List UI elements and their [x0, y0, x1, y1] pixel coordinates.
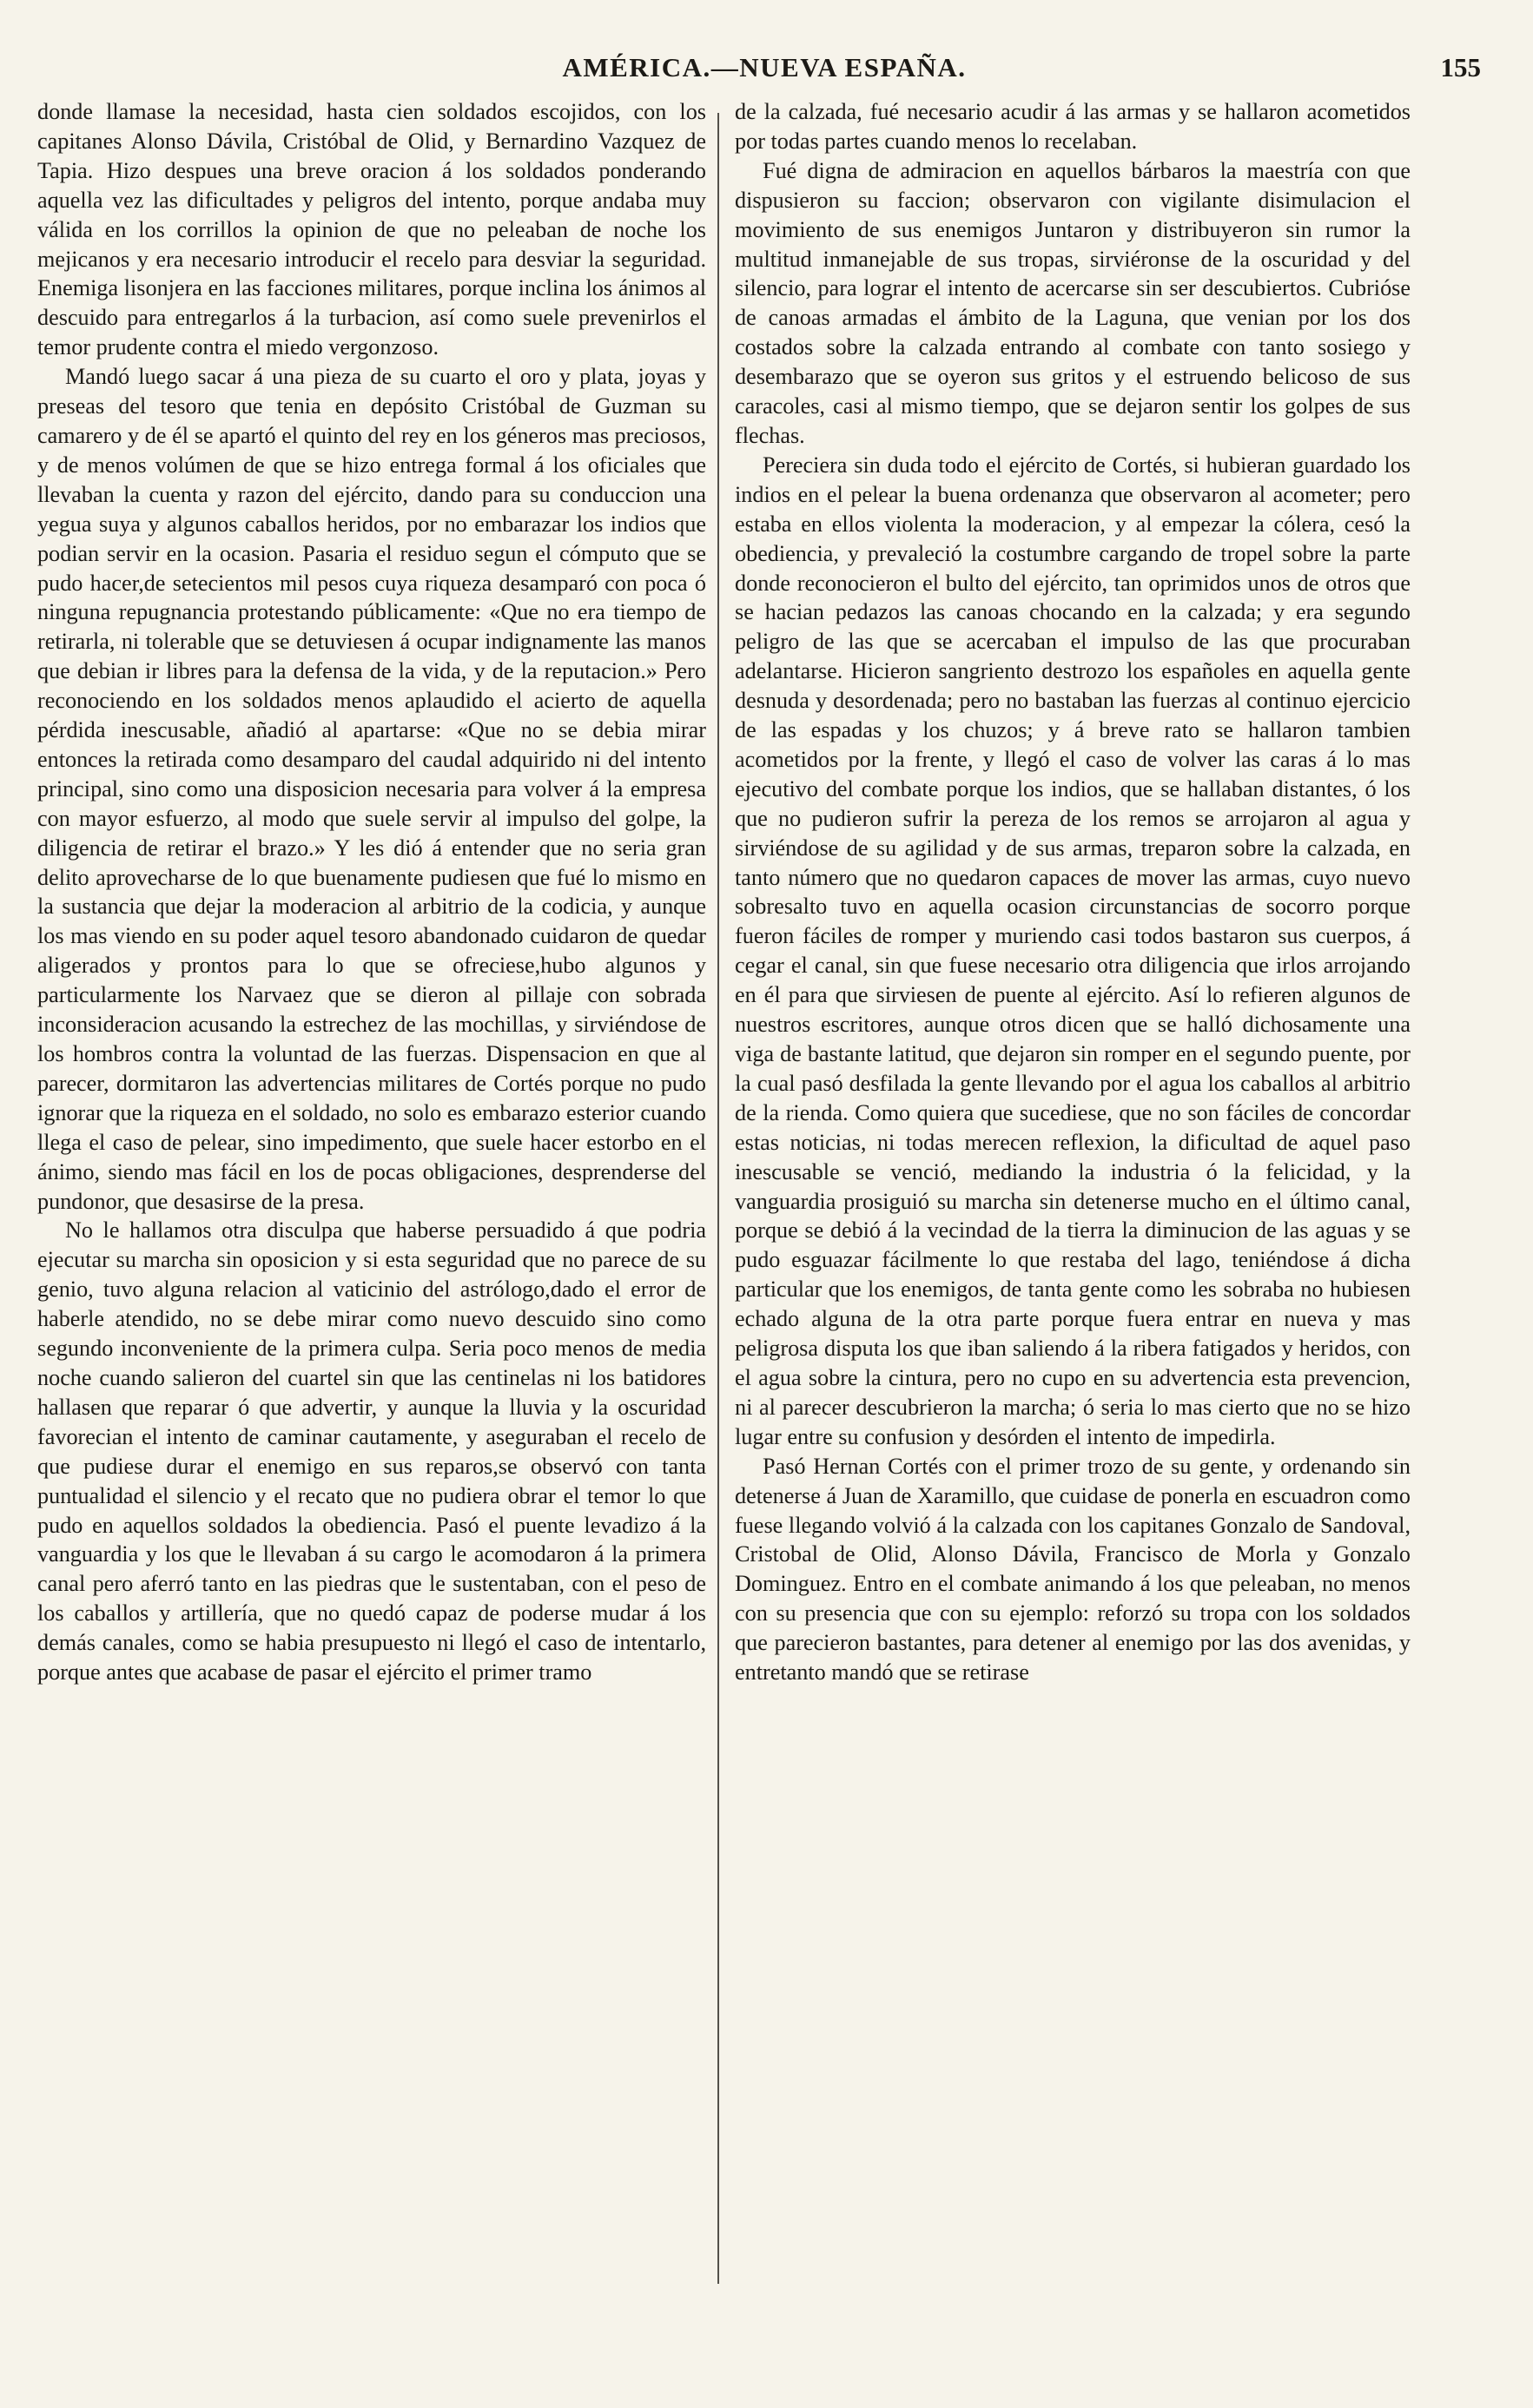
- left-column: [37, 97, 706, 2294]
- paragraph: Pasó Hernan Cortés con el primer trozo de su gente, y ordenando sin detenerse á Juan de Xaramillo, que cuidase de ponerla en escuadron como fuese llegando volvió á la calzada con los capitanes Gonzalo de Sandoval, Cristobal de Olid, Alonso Dávila, Francisco de Morla y Gonzalo Dominguez. Entro en el combate animando á los que peleaban, no menos con su presencia que con su ejemplo: reforzó su tropa con los soldados que parecieron bastantes, para detener al enemigo por las dos avenidas, y entretanto mandó que se retirase: [735, 1453, 1411, 1686]
- page-number: 155: [1440, 52, 1481, 82]
- running-title: AMÉRICA.—NUEVA ESPAÑA.: [562, 52, 967, 82]
- paragraph: Mandó luego sacar á una pieza de su cuarto el oro y plata, joyas y preseas del tesoro que tenia en depósito Cristóbal de Guzman su camarero y de él se apartó el quinto del rey en los géneros mas preciosos, y de menos volúmen de que se hizo entrega formal á los oficiales que llevaban la cuenta y razon del ejército, dando para su conduccion una yegua suya y algunos caballos heridos, por no embarazar los indios que podian servir en la ocasion. Pasaria el residuo segun el cómputo que se pudo hacer,de setecientos mil pesos cuya riqueza desamparó con poca ó ninguna repugnancia protestando públicamente: «Que no era tiempo de retirarla, ni tolerable que se detuviesen á ocupar indignamente las manos que debian ir libres para la defensa de la vida, y de la reputacion.» Pero reconociendo en los soldados menos aplaudido el acierto de aquella pérdida inescusable, añadió al apartarse: «Que no se debia mirar entonces la retirada como desamparo del caudal adquirido ni del intento principal, sino como una disposicion necesaria para volver á la empresa con mayor esfuerzo, al modo que suele servir al impulso del golpe, la diligencia de retirar el brazo.» Y les dió á entender que no seria gran delito aprovecharse de lo que buenamente pudiesen que fué lo mismo en la sustancia que dejar la moderacion al arbitrio de la codicia, y aunque los mas viendo en su poder aquel tesoro abandonado cuidaron de quedar aligerados y prontos para lo que se ofreciese,hubo algunos y particularmente los Narvaez que se dieron al pillaje con sobrada inconsideracion acusando la estrechez de las mochillas, y sirviéndose de los hombros contra la voluntad de las fuerzas. Dispensacion en que al parecer, dormitaron las advertencias militares de Cortés porque no pudo ignorar que la riqueza en el soldado, no solo es embarazo esterior cuando llega el caso de pelear, sino impedimento, que suele hacer estorbo en el ánimo, siendo mas fácil en los de pocas obligaciones, desprenderse del pundonor, que desasirse de la presa.: [37, 364, 706, 1214]
- paragraph: Pereciera sin duda todo el ejército de Cortés, si hubieran guardado los indios en el pelear la buena ordenanza que observaron al acometer; pero estaba en ellos violenta la moderacion, y al empezar la cólera, cesó la obediencia, y prevaleció la costumbre cargando de tropel sobre la parte donde reconocieron el bulto del ejército, tan oprimidos unos de otros que se hacian pedazos las canoas chocando en la calzada; y era segundo peligro de las que se acercaban el impulso de las que procuraban adelantarse. Hicieron sangriento destrozo los españoles en aquella gente desnuda y desordenada; pero no bastaban las fuerzas al continuo ejercicio de las espadas y los chuzos; y á breve rato se hallaron tambien acometidos por la frente, y llegó el caso de volver las caras á lo mas ejecutivo del combate porque los indios, que se hallaban distantes, ó los que no pudieron sufrir la pereza de los remos se arrojaron al agua y sirviéndose de su agilidad y de sus armas, treparon sobre la calzada, en tanto número que no quedaron capaces de mover las armas, cuyo nuevo sobresalto tuvo en aquella ocasion circunstancias de socorro porque fueron fáciles de romper y muriendo casi todos bastaron sus cuerpos, á cegar el canal, sin que fuese necesario otra diligencia que irlos arrojando en él para que sirviesen de puente al ejército. Así lo refieren algunos de nuestros escritores, aunque otros dicen que se halló dichosamente una viga de bastante latitud, que dejaron sin romper en el segundo puente, por la cual pasó desfilada la gente llevando por el agua los caballos al arbitrio de la rienda. Como quiera que sucediese, que no son fáciles de concordar estas noticias, ni todas merecen reflexion, la dificultad de aquel paso inescusable se venció, mediando la industria ó la felicidad, y la vanguardia prosiguió su marcha sin detenerse mucho en el último canal, porque se debió á la vecindad de la tierra la diminucion de las aguas y se pudo esguazar fácilmente lo que restaba del lago, teniéndose á dicha particular que los enemigos, de tanta gente como les sobraba no hubiesen echado alguna de la otra parte porque fuera entrar en nueva y mas peligrosa disputa los que iban saliendo á la ribera fatigados y heridos, con el agua sobre la cintura, pero no cupo en su advertencia esta prevencion, ni al parecer descubrieron la marcha; ó seria lo mas cierto que no se hizo lugar entre su confusion y desórden el intento de impedirla.: [735, 452, 1411, 1449]
- column-rule: [717, 113, 719, 2284]
- paragraph: de la calzada, fué necesario acudir á las armas y se hallaron acometidos por todas partes cuando menos lo recelaban.: [735, 99, 1411, 154]
- right-column: [735, 97, 1411, 2294]
- paragraph: Fué digna de admiracion en aquellos bárbaros la maestría con que dispusieron su faccion; observaron con vigilante disimulacion el movimiento de sus enemigos Juntaron y distribuyeron sin rumor la multitud inmanejable de sus tropas, sirviéronse de la oscuridad y del silencio, para lograr el intento de acercarse sin ser descubiertos. Cubrióse de canoas armadas el ámbito de la Laguna, que venian por los dos costados sobre la calzada entrando al combate con tanto sosiego y desembarazo que se oyeron sus gritos y el estruendo belicoso de sus caracoles, casi al mismo tiempo, que se dejaron sentir los golpes de sus flechas.: [735, 157, 1411, 448]
- paragraph: donde llamase la necesidad, hasta cien soldados escojidos, con los capitanes Alonso Dávila, Cristóbal de Olid, y Bernardino Vazquez de Tapia. Hizo despues una breve oracion á los soldados ponderando aquella vez las dificultades y peligros del intento, porque andaba muy válida en los corrillos la opinion de que no peleaban de noche los mejicanos y era necesario introducir el recelo para desviar la seguridad. Enemiga lisonjera en las facciones militares, porque inclina los ánimos al descuido para entregarlos á la turbacion, así como suele prevenirlos el temor prudente contra el miedo vergonzoso.: [37, 99, 706, 360]
- running-head: [48, 50, 1481, 94]
- paragraph: No le hallamos otra disculpa que haberse persuadido á que podria ejecutar su marcha sin oposicion y si esta seguridad que no parece de su genio, tuvo alguna relacion al vaticinio del astrólogo,dado el error de haberle atendido, no se debe mirar como nuevo descuido sino como segundo inconveniente de la primera culpa. Seria poco menos de media noche cuando salieron del cuartel sin que las centinelas ni los batidores hallasen que reparar ó que advertir, y aunque la lluvia y la oscuridad favorecian el intento de caminar cautamente, y aseguraban el recelo de que pudiese durar el enemigo en sus reparos,se observó con tanta puntualidad el silencio y el recato que no pudiera obrar el temor lo que pudo en aquellos soldados la obediencia. Pasó el puente levadizo á la vanguardia y los que le llevaban á su cargo le acomodaron á la primera canal pero aferró tanto en las piedras que le sustentaban, con el peso de los caballos y artillería, que no quedó capaz de poderse mudar á los demás canales, como se habia presupuesto ni llegó el caso de intentarlo, porque antes que acabase de pasar el ejército el primer tramo: [37, 1217, 706, 1686]
